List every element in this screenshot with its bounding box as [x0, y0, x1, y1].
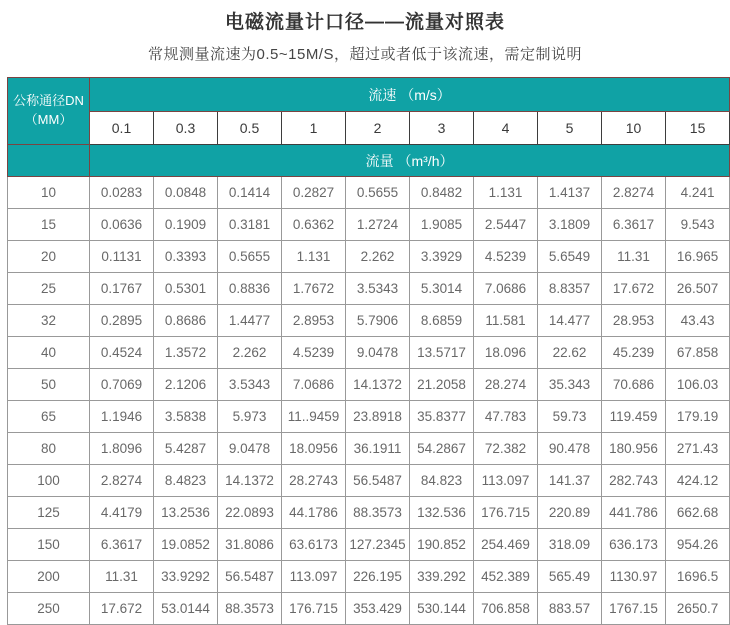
corner-header-line1: 公称通径DN — [13, 93, 84, 109]
flow-value-cell: 282.743 — [602, 465, 666, 497]
flow-value-cell: 90.478 — [538, 433, 602, 465]
flow-value-cell: 6.3617 — [90, 529, 154, 561]
velocity-header-cell: 15 — [666, 112, 730, 145]
velocity-header-cell: 5 — [538, 112, 602, 145]
dn-cell: 32 — [8, 305, 90, 337]
flow-value-cell: 18.0956 — [282, 433, 346, 465]
table-row — [8, 369, 730, 401]
flow-value-cell: 8.4823 — [154, 465, 218, 497]
flow-value-cell: 1767.15 — [602, 593, 666, 625]
dn-cell: 125 — [8, 497, 90, 529]
flow-value-cell: 5.3014 — [410, 273, 474, 305]
table-row — [8, 497, 730, 529]
flow-value-cell: 3.3929 — [410, 241, 474, 273]
flow-value-cell: 11.581 — [474, 305, 538, 337]
flow-value-cell: 5.973 — [218, 401, 282, 433]
table-row — [8, 305, 730, 337]
flow-value-cell: 1696.5 — [666, 561, 730, 593]
flow-value-cell: 9.0478 — [218, 433, 282, 465]
table-row — [8, 273, 730, 305]
flow-value-cell: 353.429 — [346, 593, 410, 625]
dn-cell: 25 — [8, 273, 90, 305]
flow-value-cell: 1.9085 — [410, 209, 474, 241]
flow-value-cell: 36.1911 — [346, 433, 410, 465]
table-row — [8, 433, 730, 465]
flow-value-cell: 35.343 — [538, 369, 602, 401]
flow-value-cell: 2650.7 — [666, 593, 730, 625]
table-row — [8, 177, 730, 209]
flow-value-cell: 271.43 — [666, 433, 730, 465]
flow-value-cell: 14.477 — [538, 305, 602, 337]
flow-value-cell: 0.7069 — [90, 369, 154, 401]
flow-value-cell: 2.262 — [218, 337, 282, 369]
flow-value-cell: 2.8274 — [602, 177, 666, 209]
flow-value-cell: 190.852 — [410, 529, 474, 561]
corner-header-dn-mm — [8, 78, 90, 145]
table-row — [8, 529, 730, 561]
flow-value-cell: 1.2724 — [346, 209, 410, 241]
flow-value-cell: 56.5487 — [218, 561, 282, 593]
flow-value-cell: 0.1131 — [90, 241, 154, 273]
table-row — [8, 209, 730, 241]
table-row — [8, 465, 730, 497]
table-row — [8, 241, 730, 273]
flow-value-cell: 28.2743 — [282, 465, 346, 497]
dn-cell: 150 — [8, 529, 90, 561]
flow-value-cell: 424.12 — [666, 465, 730, 497]
flow-value-cell: 318.09 — [538, 529, 602, 561]
flow-value-cell: 47.783 — [474, 401, 538, 433]
velocity-header-cell: 2 — [346, 112, 410, 145]
dn-cell: 65 — [8, 401, 90, 433]
flow-value-cell: 14.1372 — [346, 369, 410, 401]
table-row — [8, 337, 730, 369]
flow-value-cell: 2.262 — [346, 241, 410, 273]
flow-value-cell: 1.4477 — [218, 305, 282, 337]
flow-value-cell: 3.5343 — [346, 273, 410, 305]
flow-value-cell: 3.5343 — [218, 369, 282, 401]
flow-value-cell: 4.241 — [666, 177, 730, 209]
flow-value-cell: 35.8377 — [410, 401, 474, 433]
velocity-header-cell: 0.1 — [90, 112, 154, 145]
flow-value-cell: 70.686 — [602, 369, 666, 401]
flow-value-cell: 0.5655 — [218, 241, 282, 273]
flow-value-cell: 0.2895 — [90, 305, 154, 337]
flow-value-cell: 176.715 — [474, 497, 538, 529]
flow-value-cell: 179.19 — [666, 401, 730, 433]
flow-value-cell: 18.096 — [474, 337, 538, 369]
flow-value-cell: 339.292 — [410, 561, 474, 593]
flow-value-cell: 141.37 — [538, 465, 602, 497]
flow-value-cell: 88.3573 — [346, 497, 410, 529]
flow-value-cell: 0.8836 — [218, 273, 282, 305]
flow-value-cell: 53.0144 — [154, 593, 218, 625]
dn-cell: 10 — [8, 177, 90, 209]
flow-value-cell: 4.5239 — [282, 337, 346, 369]
flow-value-cell: 113.097 — [282, 561, 346, 593]
flow-value-cell: 0.3393 — [154, 241, 218, 273]
flow-value-cell: 26.507 — [666, 273, 730, 305]
flow-value-cell: 9.543 — [666, 209, 730, 241]
flow-value-cell: 59.73 — [538, 401, 602, 433]
flow-value-cell: 0.8686 — [154, 305, 218, 337]
flow-value-cell: 6.3617 — [602, 209, 666, 241]
flow-value-cell: 19.0852 — [154, 529, 218, 561]
flow-value-cell: 28.953 — [602, 305, 666, 337]
flow-value-cell: 4.4179 — [90, 497, 154, 529]
flow-value-cell: 2.5447 — [474, 209, 538, 241]
flow-value-cell: 0.2827 — [282, 177, 346, 209]
flow-value-cell: 84.823 — [410, 465, 474, 497]
flow-value-cell: 132.536 — [410, 497, 474, 529]
flow-value-cell: 2.8953 — [282, 305, 346, 337]
flow-comparison-table — [7, 77, 730, 625]
flow-value-cell: 14.1372 — [218, 465, 282, 497]
flow-value-cell: 1.7672 — [282, 273, 346, 305]
flow-value-cell: 119.459 — [602, 401, 666, 433]
flow-value-cell: 1.1946 — [90, 401, 154, 433]
flow-value-cell: 106.03 — [666, 369, 730, 401]
table-row — [8, 561, 730, 593]
flow-value-cell: 13.5717 — [410, 337, 474, 369]
flow-value-cell: 1.3572 — [154, 337, 218, 369]
flow-table-body — [8, 177, 730, 625]
dn-cell: 15 — [8, 209, 90, 241]
velocity-header-cell: 1 — [282, 112, 346, 145]
flow-value-cell: 706.858 — [474, 593, 538, 625]
flow-value-cell: 21.2058 — [410, 369, 474, 401]
flow-value-cell: 23.8918 — [346, 401, 410, 433]
velocity-header-cell: 0.3 — [154, 112, 218, 145]
flow-value-cell: 11.31 — [90, 561, 154, 593]
flow-value-cell: 5.7906 — [346, 305, 410, 337]
flow-value-cell: 530.144 — [410, 593, 474, 625]
dn-cell: 40 — [8, 337, 90, 369]
velocity-header-cell: 4 — [474, 112, 538, 145]
dn-cell: 50 — [8, 369, 90, 401]
flow-value-cell: 1.131 — [282, 241, 346, 273]
flow-value-cell: 11..9459 — [282, 401, 346, 433]
flow-value-cell: 4.5239 — [474, 241, 538, 273]
flow-value-cell: 0.5655 — [346, 177, 410, 209]
flow-value-cell: 0.5301 — [154, 273, 218, 305]
dn-cell: 250 — [8, 593, 90, 625]
flow-value-cell: 88.3573 — [218, 593, 282, 625]
flow-value-cell: 127.2345 — [346, 529, 410, 561]
table-row — [8, 593, 730, 625]
flow-value-cell: 5.6549 — [538, 241, 602, 273]
flow-value-cell: 31.8086 — [218, 529, 282, 561]
flow-value-cell: 67.858 — [666, 337, 730, 369]
flow-value-cell: 3.5838 — [154, 401, 218, 433]
flow-value-cell: 954.26 — [666, 529, 730, 561]
flow-value-cell: 45.239 — [602, 337, 666, 369]
flow-value-cell: 0.6362 — [282, 209, 346, 241]
flow-value-cell: 1.8096 — [90, 433, 154, 465]
flow-value-cell: 3.1809 — [538, 209, 602, 241]
flow-value-cell: 7.0686 — [282, 369, 346, 401]
flow-value-cell: 7.0686 — [474, 273, 538, 305]
table-row — [8, 401, 730, 433]
flow-band-header: 流量 （m³/h） — [90, 145, 730, 177]
flow-value-cell: 0.1767 — [90, 273, 154, 305]
flow-value-cell: 0.0283 — [90, 177, 154, 209]
flow-value-cell: 33.9292 — [154, 561, 218, 593]
flow-value-cell: 176.715 — [282, 593, 346, 625]
flow-band-row — [8, 145, 730, 177]
flow-value-cell: 0.1414 — [218, 177, 282, 209]
flow-value-cell: 1.4137 — [538, 177, 602, 209]
flow-value-cell: 254.469 — [474, 529, 538, 561]
flow-value-cell: 5.4287 — [154, 433, 218, 465]
velocity-header-cell: 0.5 — [218, 112, 282, 145]
flow-value-cell: 0.8482 — [410, 177, 474, 209]
flow-value-cell: 662.68 — [666, 497, 730, 529]
flow-value-cell: 11.31 — [602, 241, 666, 273]
flow-value-cell: 8.8357 — [538, 273, 602, 305]
flow-value-cell: 565.49 — [538, 561, 602, 593]
flow-value-cell: 2.1206 — [154, 369, 218, 401]
flow-value-cell: 226.195 — [346, 561, 410, 593]
flow-value-cell: 113.097 — [474, 465, 538, 497]
flow-value-cell: 1.131 — [474, 177, 538, 209]
flow-value-cell: 0.3181 — [218, 209, 282, 241]
flow-band-corner-cell — [8, 145, 90, 177]
dn-cell: 20 — [8, 241, 90, 273]
flow-value-cell: 220.89 — [538, 497, 602, 529]
flow-value-cell: 13.2536 — [154, 497, 218, 529]
dn-cell: 80 — [8, 433, 90, 465]
flow-value-cell: 72.382 — [474, 433, 538, 465]
flow-value-cell: 0.0848 — [154, 177, 218, 209]
flow-value-cell: 0.1909 — [154, 209, 218, 241]
page — [0, 7, 730, 616]
flow-value-cell: 56.5487 — [346, 465, 410, 497]
flow-value-cell: 0.0636 — [90, 209, 154, 241]
flow-value-cell: 636.173 — [602, 529, 666, 561]
flow-value-cell: 9.0478 — [346, 337, 410, 369]
dn-cell: 200 — [8, 561, 90, 593]
page-subtitle: 常规测量流速为0.5~15M/S，超过或者低于该流速，需定制说明 — [148, 46, 582, 63]
velocity-header-cell: 3 — [410, 112, 474, 145]
corner-header-line2: （MM） — [24, 112, 73, 127]
flow-value-cell: 17.672 — [90, 593, 154, 625]
flow-value-cell: 63.6173 — [282, 529, 346, 561]
flow-value-cell: 2.8274 — [90, 465, 154, 497]
flow-value-cell: 8.6859 — [410, 305, 474, 337]
flow-value-cell: 180.956 — [602, 433, 666, 465]
flow-value-cell: 441.786 — [602, 497, 666, 529]
flow-value-cell: 17.672 — [602, 273, 666, 305]
velocity-band-row — [8, 78, 730, 112]
velocity-values-row — [8, 112, 730, 145]
velocity-header-cell: 10 — [602, 112, 666, 145]
flow-value-cell: 22.62 — [538, 337, 602, 369]
flow-value-cell: 1130.97 — [602, 561, 666, 593]
flow-value-cell: 28.274 — [474, 369, 538, 401]
dn-cell: 100 — [8, 465, 90, 497]
flow-value-cell: 43.43 — [666, 305, 730, 337]
flow-value-cell: 452.389 — [474, 561, 538, 593]
flow-value-cell: 54.2867 — [410, 433, 474, 465]
page-title: 电磁流量计口径——流量对照表 — [224, 12, 505, 33]
flow-value-cell: 0.4524 — [90, 337, 154, 369]
velocity-band-header: 流速 （m/s） — [90, 78, 730, 112]
flow-value-cell: 44.1786 — [282, 497, 346, 529]
flow-value-cell: 22.0893 — [218, 497, 282, 529]
flow-value-cell: 16.965 — [666, 241, 730, 273]
flow-value-cell: 883.57 — [538, 593, 602, 625]
